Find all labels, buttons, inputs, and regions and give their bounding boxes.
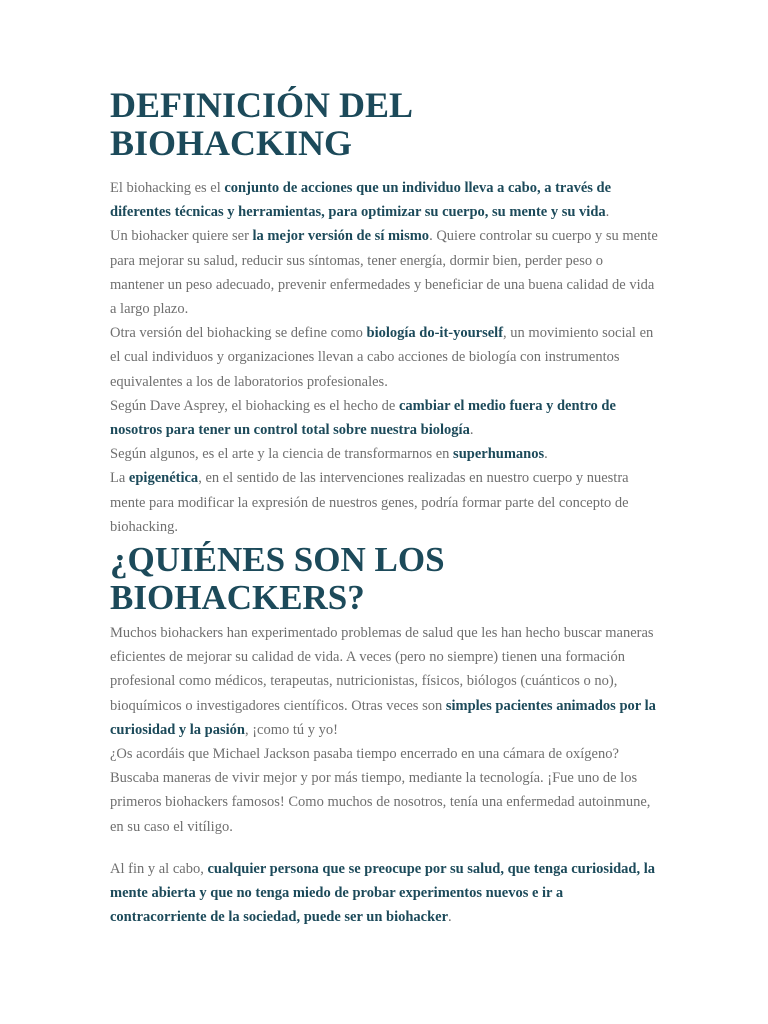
paragraph-problemas <box>110 621 658 742</box>
heading-quienes: ¿QUIÉNES SON LOS BIOHACKERS? <box>110 540 445 618</box>
emphasis-text: epigenética <box>128 470 199 487</box>
text: ¿Os acordáis que Michael Jackson pasaba tiempo encerrado en una cámara de oxígeno? Buscaba maneras de vivir mejor y por más tiempo, mediante la tecnología. ¡Fue uno de los primeros biohackers famosos! Como muchos de nosotros, tenía una enfermedad autoinmune, en su caso el vitíligo. <box>110 746 651 835</box>
emphasis-text: la mejor versión de sí mismo <box>252 228 430 245</box>
text: Otra versión del biohacking se define como <box>110 325 367 342</box>
text: , un movimiento social en el cual individuos y organizaciones llevan a cabo acciones de biología con instrumentos equivalentes a los de laboratorios profesionales. <box>110 325 654 390</box>
text: . <box>544 446 548 463</box>
text: Según Dave Asprey, el biohacking es el hecho de <box>110 397 399 414</box>
paragraph-epigenetica <box>110 466 658 539</box>
paragraph-diy <box>110 321 658 394</box>
text: . <box>605 204 610 221</box>
emphasis-text: cualquier persona que se preocupe por su salud, que tenga curiosidad, la mente abierta y que no tenga miedo de probar experimentos nuevos e ir a contracorriente de la sociedad, puede ser un biohacker <box>110 860 656 926</box>
paragraph-superhumanos <box>110 442 658 466</box>
text: Según algunos, es el arte y la ciencia de transformarnos en <box>110 446 454 463</box>
paragraph-definition <box>110 176 658 224</box>
paragraph-conclusion <box>110 857 658 930</box>
paragraph-michael-jackson <box>110 742 658 839</box>
text: . <box>448 909 452 926</box>
emphasis-text: conjunto de acciones que un individuo lleva a cabo, a través de diferentes técnicas y herramientas, para optimizar su cuerpo, su mente y su vida <box>110 180 612 221</box>
text: , en el sentido de las intervenciones realizadas en nuestro cuerpo y nuestra mente para modificar la expresión de nuestros genes, podría formar parte del concepto de biohacking. <box>110 470 629 535</box>
heading-definicion: DEFINICIÓN DEL BIOHACKING <box>110 85 412 163</box>
text: La <box>110 470 129 487</box>
emphasis-text: superhumanos <box>453 446 545 463</box>
emphasis-text: simples pacientes animados por la curiosidad y la pasión <box>110 697 656 738</box>
emphasis-text: cambiar el medio fuera y dentro de nosotros para tener un control total sobre nuestra biología <box>110 397 616 439</box>
emphasis-text: biología do-it-yourself <box>366 325 504 342</box>
paragraph-biohacker <box>110 224 658 321</box>
paragraph-asprey <box>110 394 658 442</box>
text: . <box>469 422 474 439</box>
text: , ¡como tú y yo! <box>244 721 338 738</box>
text: Muchos biohackers han experimentado problemas de salud que les han hecho buscar maneras eficientes de mejorar su calidad de vida. A veces (pero no siempre) tienen una formación profesional como médicos, terapeutas, nutricionistas, físicos, biólogos (cuánticos o no), bioquímicos o investigadores científicos. Otras veces son <box>110 625 654 714</box>
text: El biohacking es el <box>110 180 225 196</box>
text: . Quiere controlar su cuerpo y su mente para mejorar su salud, reducir sus síntomas, tener energía, dormir bien, perder peso o mantener un peso adecuado, prevenir enfermedades y beneficiar de una buena calidad de vida a largo plazo. <box>110 228 658 318</box>
text: Un biohacker quiere ser <box>110 228 253 245</box>
text: Al fin y al cabo, <box>110 860 208 877</box>
